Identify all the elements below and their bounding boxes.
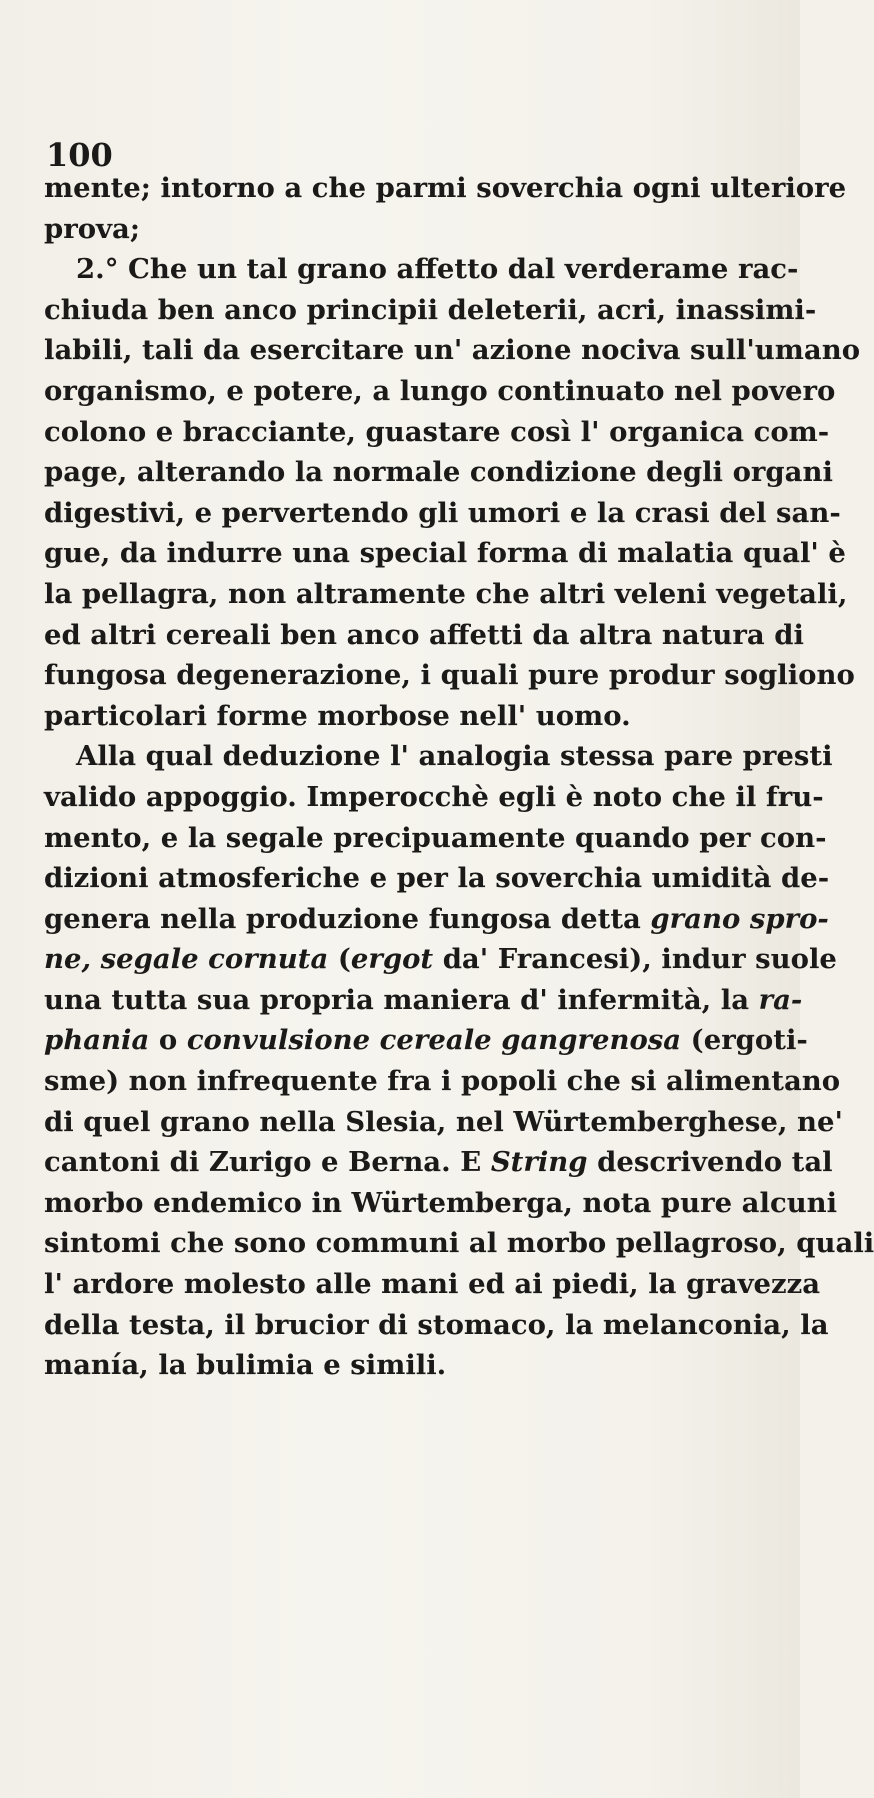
italic-text: ergot xyxy=(350,943,434,976)
text-segment: descrivendo tal xyxy=(587,1146,833,1179)
text-segment: genera nella produzione fungosa detta xyxy=(44,902,651,935)
text-line xyxy=(44,168,847,209)
text-line xyxy=(44,412,830,453)
text-segment: di quel grano nella Slesia, nel Würtemberghese, ne' xyxy=(44,1105,843,1138)
text-line xyxy=(44,290,817,331)
text-segment: (ergoti- xyxy=(681,1024,808,1057)
text-line xyxy=(44,655,855,696)
text-segment: organismo, e potere, a lungo continuato nel povero xyxy=(44,374,836,407)
text-segment: ed altri cereali ben anco affetti da altra natura di xyxy=(44,618,804,651)
text-segment: digestivi, e pervertendo gli umori e la crasi del san- xyxy=(44,496,841,529)
text-segment: colono e bracciante, guastare così l' organica com- xyxy=(44,415,830,448)
text-line xyxy=(44,1305,829,1346)
text-line xyxy=(44,533,846,574)
text-line xyxy=(44,1020,808,1061)
text-line xyxy=(44,1264,821,1305)
text-segment: una tutta sua propria maniera d' infermità, la xyxy=(44,983,759,1016)
text-segment: gue, da indurre una special forma di malatia qual' è xyxy=(44,537,846,570)
text-line xyxy=(44,249,799,290)
text-segment: chiuda ben anco principii deleterii, acri, inassimi- xyxy=(44,293,817,326)
text-segment: fungosa degenerazione, i quali pure produr sogliono xyxy=(44,659,855,692)
page-number: 100 xyxy=(46,136,113,174)
text-line xyxy=(44,1061,841,1102)
italic-text: grano spro- xyxy=(650,902,829,935)
text-segment: sme) non infrequente fra i popoli che si alimentano xyxy=(44,1065,841,1098)
text-segment: sintomi che sono communi al morbo pellagroso, quali xyxy=(44,1227,874,1260)
text-segment: prova; xyxy=(44,212,141,245)
text-segment: particolari forme morbose nell' uomo. xyxy=(44,699,631,732)
text-line xyxy=(44,209,760,250)
body-text xyxy=(44,168,874,1386)
text-segment: valido appoggio. Imperocchè egli è noto che il fru- xyxy=(44,780,824,813)
text-line xyxy=(44,452,833,493)
text-line xyxy=(44,615,804,656)
text-segment: page, alterando la normale condizione degli organi xyxy=(44,456,833,489)
text-line xyxy=(44,858,830,899)
italic-text: String xyxy=(490,1146,588,1179)
text-line xyxy=(44,1102,843,1143)
text-line xyxy=(44,371,836,412)
text-segment: mente; intorno a che parmi soverchia ogni ulteriore xyxy=(44,172,847,204)
text-segment: cantoni di Zurigo e Berna. E xyxy=(44,1146,491,1179)
text-segment: dizioni atmosferiche e per la soverchia umidità de- xyxy=(44,862,830,895)
italic-text: ra- xyxy=(758,983,803,1016)
text-line xyxy=(44,493,841,534)
text-segment: labili, tali da esercitare un' azione nociva sull'umano xyxy=(44,334,861,367)
italic-text: ne, segale cornuta xyxy=(44,943,329,976)
text-segment: Alla qual deduzione l' analogia stessa pare presti xyxy=(76,740,833,773)
text-line xyxy=(44,980,803,1021)
text-segment: l' ardore molesto alle mani ed ai piedi, la gravezza xyxy=(44,1268,821,1301)
text-line xyxy=(44,330,861,371)
text-line xyxy=(44,1345,760,1386)
text-line xyxy=(44,818,827,859)
text-line xyxy=(44,777,824,818)
italic-text: convulsione cereale gangrenosa xyxy=(186,1024,682,1057)
text-segment: ( xyxy=(328,943,351,976)
italic-text: phania xyxy=(44,1024,150,1057)
text-segment: mento, e la segale precipuamente quando per con- xyxy=(44,821,827,854)
text-line xyxy=(44,574,848,615)
text-segment: da' Francesi), indur suole xyxy=(433,943,837,976)
text-segment: la pellagra, non altramente che altri veleni vegetali, xyxy=(44,577,848,610)
text-segment: 2.° Che un tal grano affetto dal verderame rac- xyxy=(76,253,799,286)
text-line xyxy=(44,939,837,980)
text-line xyxy=(44,1183,838,1224)
text-segment: morbo endemico in Würtemberga, nota pure alcuni xyxy=(44,1186,838,1219)
text-line xyxy=(44,736,833,777)
text-segment: manía, la bulimia e simili. xyxy=(44,1349,447,1382)
text-segment: o xyxy=(149,1024,187,1057)
text-line xyxy=(44,696,760,737)
text-line xyxy=(44,1142,833,1183)
text-line xyxy=(44,899,829,940)
text-line xyxy=(44,1223,874,1264)
text-segment: della testa, il brucior di stomaco, la melanconia, la xyxy=(44,1308,829,1341)
